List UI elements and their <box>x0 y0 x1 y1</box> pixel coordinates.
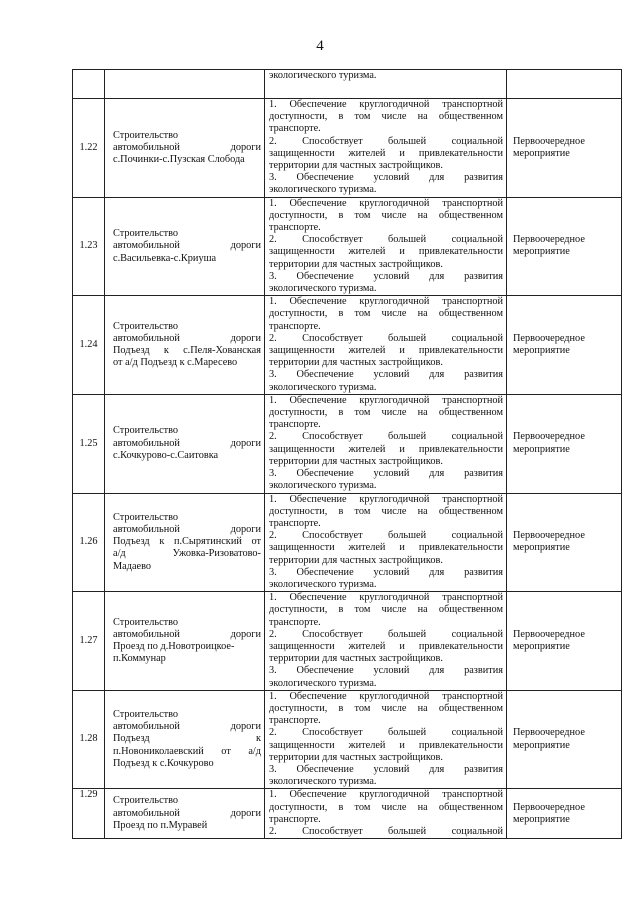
row-number-cell: 1.26 <box>73 493 105 592</box>
justification-line: 1. Обеспечение круглогодичной транспортной <box>269 296 503 308</box>
priority-status-cell <box>507 592 622 691</box>
justification-line: экологического туризма. <box>269 677 377 689</box>
priority-status-line: мероприятие <box>513 739 570 751</box>
justification-line: экологического туризма. <box>269 776 377 788</box>
table-row <box>73 493 622 592</box>
road-name-line: п.Новониколаевский от а/д <box>113 745 261 757</box>
justification-line: транспорте. <box>269 813 321 825</box>
justification-cell <box>265 789 507 839</box>
continuation-desc-text: экологического туризма. <box>269 70 377 81</box>
justification-line: доступности, в том числе на общественном <box>269 604 503 616</box>
justification-line: доступности, в том числе на общественном <box>269 801 503 813</box>
road-name-line: автомобильной дороги <box>113 240 261 252</box>
justification-line: защищенности жителей и привлекательности <box>269 640 503 652</box>
justification-line: транспорте. <box>269 616 321 628</box>
road-name-cell <box>105 296 265 395</box>
row-number-cell: 1.23 <box>73 197 105 296</box>
justification-line: 2. Способствует большей социальной <box>269 135 503 147</box>
priority-status-cell <box>507 690 622 789</box>
table-row <box>73 394 622 493</box>
justification-line: защищенности жителей и привлекательности <box>269 345 503 357</box>
justification-line: экологического туризма. <box>269 578 377 590</box>
justification-line: 3. Обеспечение условий для развития <box>269 468 503 480</box>
priority-status-line: Первоочередное <box>513 332 585 344</box>
road-name-line: автомобильной дороги <box>113 524 261 535</box>
justification-line: 1. Обеспечение круглогодичной транспортной <box>269 394 503 406</box>
road-name-line: с.Васильевка-с.Криуша <box>113 252 217 264</box>
row-number-cell: 1.22 <box>73 99 105 198</box>
justification-line: экологического туризма. <box>269 381 377 393</box>
road-name-line: Подъезд к с.Пеля-Хованская <box>113 345 261 357</box>
justification-line: транспорте. <box>269 419 321 431</box>
justification-line: 1. Обеспечение круглогодичной транспортной <box>269 99 503 110</box>
priority-status-line: мероприятие <box>513 246 570 258</box>
justification-line: 1. Обеспечение круглогодичной транспортной <box>269 690 503 702</box>
priority-status-cell <box>507 789 622 839</box>
justification-line: доступности, в том числе на общественном <box>269 209 503 221</box>
justification-line: транспорте. <box>269 715 321 727</box>
justification-line: территории для частных застройщиков. <box>269 357 443 369</box>
justification-line: 2. Способствует большей социальной <box>269 234 503 246</box>
priority-status-line: мероприятие <box>513 813 570 825</box>
justification-line: доступности, в том числе на общественном <box>269 702 503 714</box>
road-name-line: п.Коммунар <box>113 653 166 665</box>
justification-line: транспорте. <box>269 320 321 332</box>
road-name-line: Строительство <box>113 320 179 332</box>
road-name-cell <box>105 493 265 592</box>
priority-status-line: мероприятие <box>513 542 570 554</box>
justification-line: 1. Обеспечение круглогодичной транспортной <box>269 789 503 801</box>
road-name-line: с.Починки-с.Пузская Слобода <box>113 153 245 165</box>
priority-status-cell <box>507 493 622 592</box>
continuation-num-cell <box>73 70 105 99</box>
row-number-cell: 1.24 <box>73 296 105 395</box>
priority-status-line: мероприятие <box>513 640 570 652</box>
continuation-row <box>73 70 622 99</box>
row-number-cell: 1.27 <box>73 592 105 691</box>
priority-status-line: мероприятие <box>513 443 570 455</box>
continuation-status-cell <box>507 70 622 99</box>
priority-status-cell <box>507 99 622 198</box>
justification-line: доступности, в том числе на общественном <box>269 308 503 320</box>
road-name-line: от а/д Подъезд к с.Маресево <box>113 357 238 369</box>
road-name-line: Проезд по п.Муравей <box>113 819 208 831</box>
priority-status-cell <box>507 394 622 493</box>
priority-status-line: Первоочередное <box>513 727 585 739</box>
road-name-line: автомобильной дороги <box>113 332 261 344</box>
road-name-line: Мадаево <box>113 560 152 572</box>
priority-status-line: Первоочередное <box>513 431 585 443</box>
road-name-cell <box>105 592 265 691</box>
row-number-cell: 1.25 <box>73 394 105 493</box>
justification-line: транспорте. <box>269 123 321 135</box>
road-name-line: Проезд по д.Новотроицкое- <box>113 640 235 652</box>
priority-status-line: Первоочередное <box>513 530 585 542</box>
measures-table <box>72 69 622 839</box>
table-row <box>73 789 622 839</box>
road-name-line: автомобильной дороги <box>113 721 261 733</box>
justification-line: экологического туризма. <box>269 480 377 492</box>
table-row <box>73 99 622 198</box>
justification-line: транспорте. <box>269 517 321 529</box>
justification-line: защищенности жителей и привлекательности <box>269 246 503 258</box>
justification-line: доступности, в том числе на общественном <box>269 407 503 419</box>
justification-line: защищенности жителей и привлекательности <box>269 542 503 554</box>
justification-line: 1. Обеспечение круглогодичной транспортной <box>269 493 503 505</box>
justification-line: территории для частных застройщиков. <box>269 258 443 270</box>
justification-line: 2. Способствует большей социальной <box>269 825 503 837</box>
justification-cell <box>265 690 507 789</box>
justification-line: доступности, в том числе на общественном <box>269 505 503 517</box>
priority-status-line: мероприятие <box>513 345 570 357</box>
justification-line: 1. Обеспечение круглогодичной транспортной <box>269 197 503 209</box>
justification-line: территории для частных застройщиков. <box>269 554 443 566</box>
measures-table-body <box>73 70 622 839</box>
justification-line: 2. Способствует большей социальной <box>269 332 503 344</box>
road-name-line: Строительство <box>113 795 179 807</box>
road-name-line: Строительство <box>113 511 179 523</box>
justification-line: 2. Способствует большей социальной <box>269 431 503 443</box>
road-name-line: Подъезд к <box>113 733 261 745</box>
road-name-line: Подъезд к с.Кочкурово <box>113 757 214 769</box>
justification-cell <box>265 197 507 296</box>
priority-status-line: Первоочередное <box>513 234 585 246</box>
priority-status-line: Первоочередное <box>513 801 585 813</box>
justification-line: транспорте. <box>269 222 321 234</box>
priority-status-cell <box>507 197 622 296</box>
justification-line: 3. Обеспечение условий для развития <box>269 763 503 775</box>
road-name-line: Строительство <box>113 129 179 141</box>
priority-status-cell <box>507 296 622 395</box>
justification-line: 3. Обеспечение условий для развития <box>269 566 503 578</box>
row-number-cell: 1.29 <box>73 789 105 839</box>
justification-cell <box>265 592 507 691</box>
justification-cell <box>265 493 507 592</box>
justification-line: 2. Способствует большей социальной <box>269 628 503 640</box>
justification-line: защищенности жителей и привлекательности <box>269 443 503 455</box>
justification-line: 1. Обеспечение круглогодичной транспортной <box>269 592 503 604</box>
justification-line: защищенности жителей и привлекательности <box>269 739 503 751</box>
priority-status-line: Первоочередное <box>513 135 585 147</box>
road-name-line: Строительство <box>113 616 179 628</box>
road-name-line: Строительство <box>113 228 179 240</box>
road-name-cell <box>105 394 265 493</box>
justification-line: 3. Обеспечение условий для развития <box>269 665 503 677</box>
road-name-line: автомобильной дороги <box>113 141 261 153</box>
justification-line: территории для частных застройщиков. <box>269 160 443 172</box>
road-name-line: с.Кочкурово-с.Саитовка <box>113 449 219 461</box>
table-row <box>73 197 622 296</box>
justification-line: территории для частных застройщиков. <box>269 653 443 665</box>
page-number: 4 <box>316 38 324 54</box>
road-name-cell <box>105 197 265 296</box>
road-name-line: автомобильной дороги <box>113 437 261 449</box>
row-number-cell: 1.28 <box>73 690 105 789</box>
road-name-cell <box>105 690 265 789</box>
justification-cell <box>265 394 507 493</box>
road-name-line: автомобильной дороги <box>113 628 261 640</box>
justification-line: территории для частных застройщиков. <box>269 751 443 763</box>
priority-status-line: Первоочередное <box>513 628 585 640</box>
road-name-cell <box>105 789 265 839</box>
justification-line: защищенности жителей и привлекательности <box>269 147 503 159</box>
justification-line: экологического туризма. <box>269 184 377 196</box>
justification-cell <box>265 296 507 395</box>
road-name-line: Строительство <box>113 709 179 721</box>
justification-line: 3. Обеспечение условий для развития <box>269 172 503 184</box>
justification-line: 2. Способствует большей социальной <box>269 727 503 739</box>
justification-line: 2. Способствует большей социальной <box>269 530 503 542</box>
priority-status-line: мероприятие <box>513 147 570 159</box>
justification-cell <box>265 99 507 198</box>
road-name-line: Подъезд к п.Сырятинский от <box>113 536 261 548</box>
road-name-cell <box>105 99 265 198</box>
justification-line: 3. Обеспечение условий для развития <box>269 270 503 282</box>
justification-line: 3. Обеспечение условий для развития <box>269 369 503 381</box>
justification-line: экологического туризма. <box>269 283 377 295</box>
table-row <box>73 690 622 789</box>
road-name-line: автомобильной дороги <box>113 807 261 819</box>
justification-line: территории для частных застройщиков. <box>269 455 443 467</box>
continuation-desc-cell <box>265 70 507 99</box>
table-row <box>73 592 622 691</box>
justification-line: доступности, в том числе на общественном <box>269 111 503 123</box>
table-row <box>73 296 622 395</box>
road-name-line: Строительство <box>113 425 179 437</box>
continuation-name-cell <box>105 70 265 99</box>
road-name-line: а/д Ужовка-Ризоватово- <box>113 548 261 560</box>
